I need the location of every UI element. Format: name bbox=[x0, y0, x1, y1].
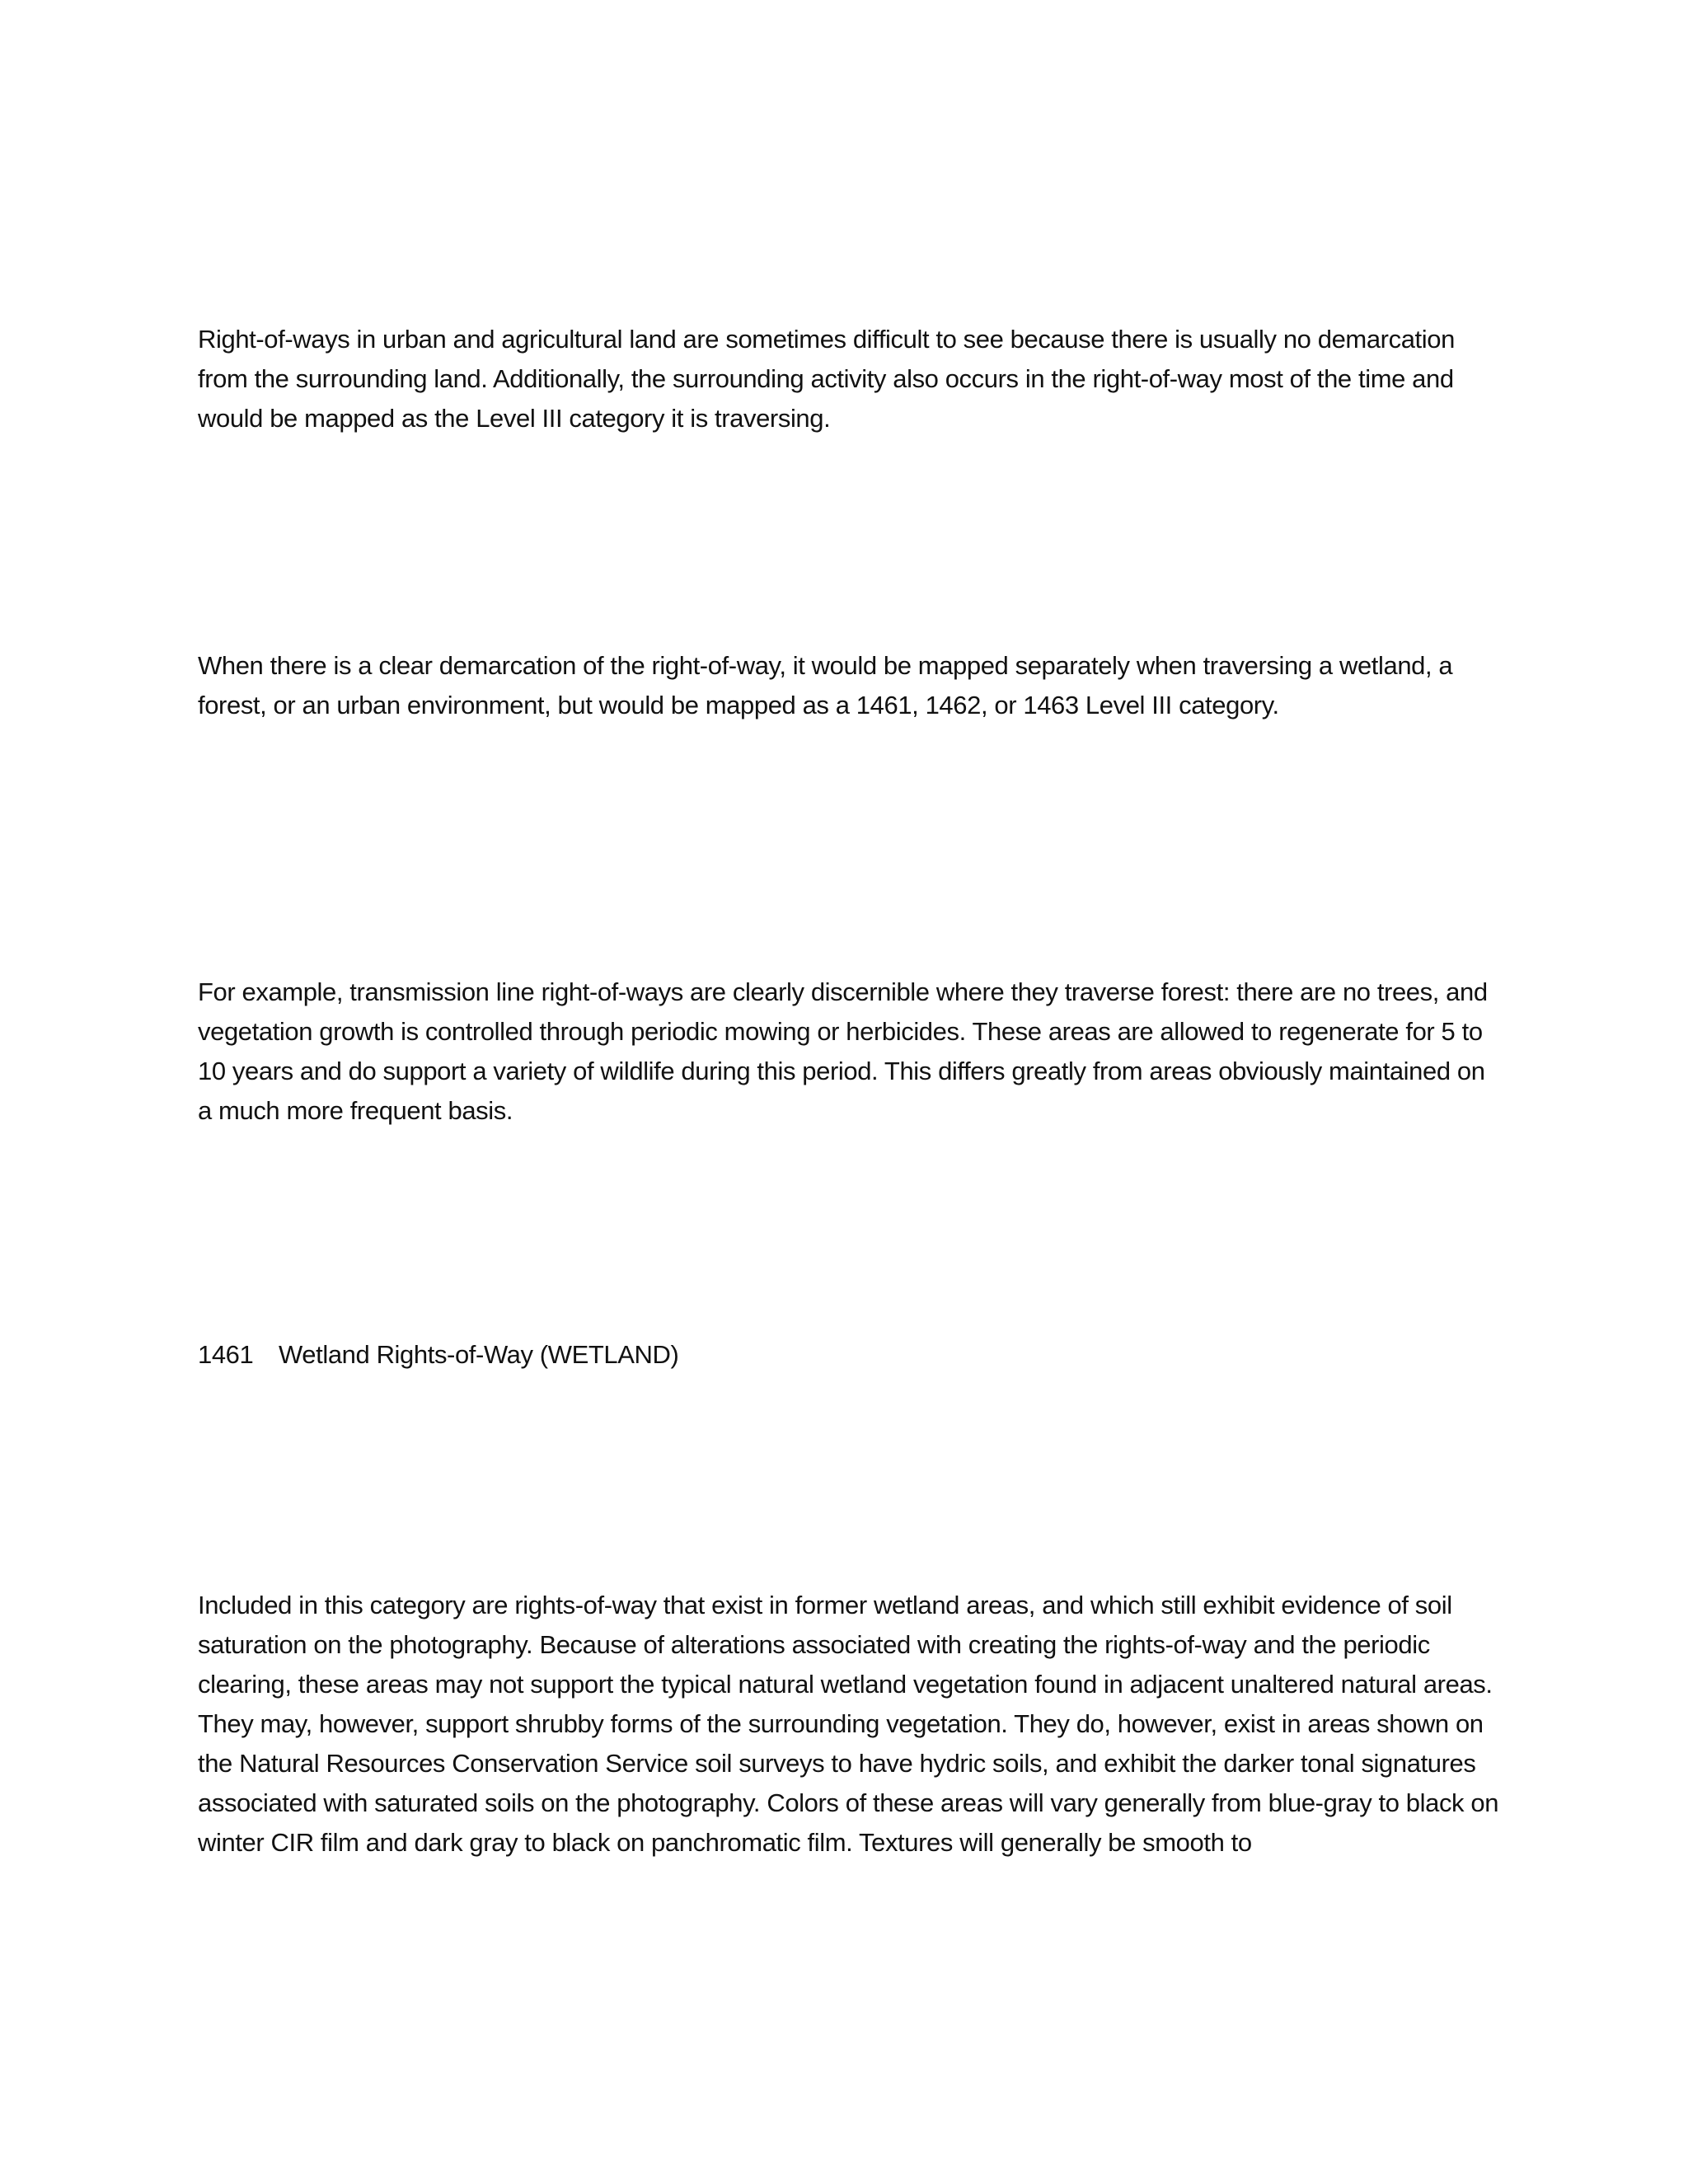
paragraph-wetland-rights-of-way: Included in this category are rights-of-way that exist in former wetland areas, and which still exhibit evidence of soil saturation on the photography. Because of alterations associated with creating the rights-of-way and the periodic clearing, these areas may not support the typical natural wetland vegetation found in adjacent unaltered natural areas. They may, however, support shrubby forms of the surrounding vegetation. They do, however, exist in areas shown on the Natural Resources Conservation Service soil surveys to have hydric soils, and exhibit the darker tonal signatures associated with saturated soils on the photography. Colors of these areas will vary generally from blue-gray to black on winter CIR film and dark gray to black on panchromatic film. Textures will generally be smooth to bbox=[198, 1591, 1499, 1857]
paragraph-transmission-line-example: For example, transmission line right-of-ways are clearly discernible where they traverse forest: there are no trees, and vegetation growth is controlled through periodic mowing or herbicides. These areas are allowed to regenerate for 5 to 10 years and do support a variety of wildlife during this period. This differs greatly from areas obviously maintained on a much more frequent basis. bbox=[198, 977, 1488, 1125]
section-heading bbox=[198, 1335, 678, 1375]
section-code: 1461 bbox=[198, 1340, 254, 1369]
paragraph-clear-demarcation: When there is a clear demarcation of the right-of-way, it would be mapped separately when traversing a wetland, a forest, or an urban environment, but would be mapped as a 1461, 1462, or 1463 Level III category. bbox=[198, 651, 1453, 719]
section-title: Wetland Rights-of-Way (WETLAND) bbox=[279, 1340, 679, 1369]
paragraph-right-of-way-urban-agricultural: Right-of-ways in urban and agricultural land are sometimes difficult to see because there is usually no demarcation from the surrounding land. Additionally, the surrounding activity also occurs in the right-of-way most of the time and would be mapped as the Level III category it is traversing. bbox=[198, 325, 1455, 433]
